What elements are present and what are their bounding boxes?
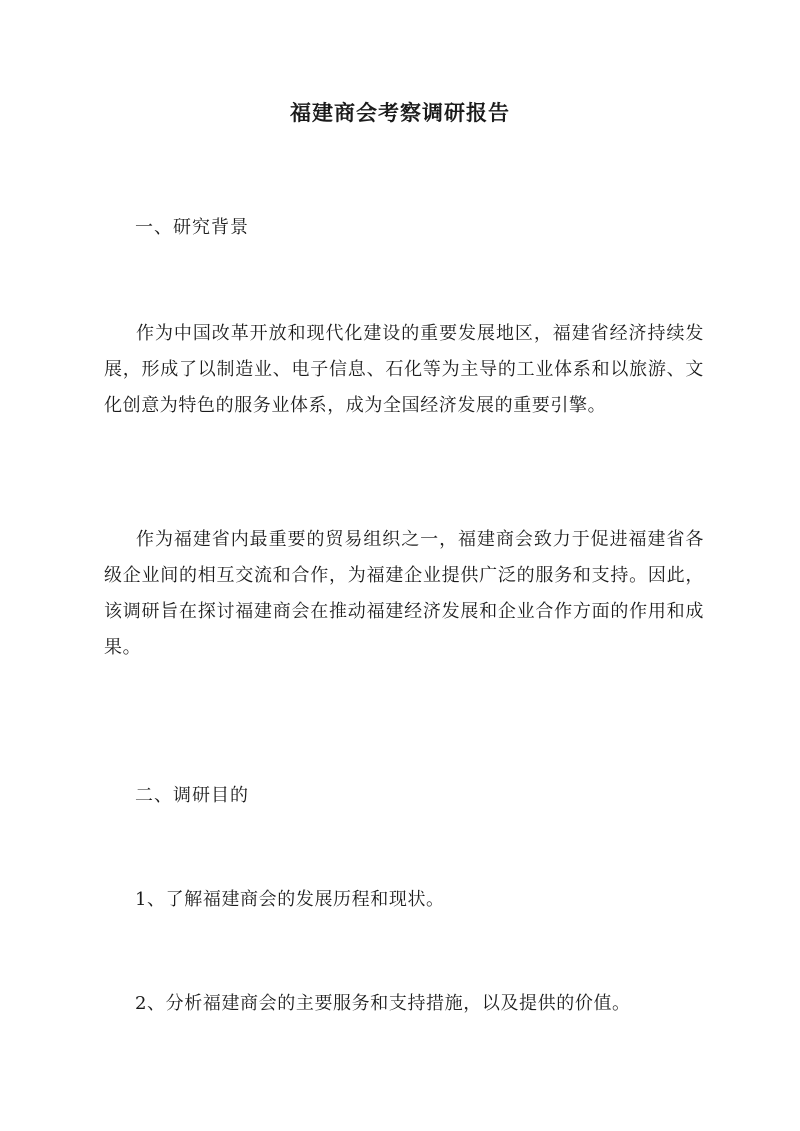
- section-heading-background: 一、研究背景: [135, 217, 249, 238]
- paragraph-background-1: 作为中国改革开放和现代化建设的重要发展地区，福建省经济持续发展，形成了以制造业、电子信息、石化等为主导的工业体系和以旅游、文化创意为特色的服务业体系，成为全国经济发展的重要引擎。: [104, 323, 704, 416]
- document-title: 福建商会考察调研报告: [290, 100, 510, 125]
- paragraph-background-2: 作为福建省内最重要的贸易组织之一，福建商会致力于促进福建省各级企业间的相互交流和合作，为福建企业提供广泛的服务和支持。因此，该调研旨在探讨福建商会在推动福建经济发展和企业合作方面的作用和成果。: [104, 529, 704, 658]
- purpose-item-1: 1、了解福建商会的发展历程和现状。: [135, 889, 445, 910]
- purpose-item-2: 2、分析福建商会的主要服务和支持措施，以及提供的价值。: [135, 993, 631, 1014]
- section-heading-purpose: 二、调研目的: [135, 785, 249, 806]
